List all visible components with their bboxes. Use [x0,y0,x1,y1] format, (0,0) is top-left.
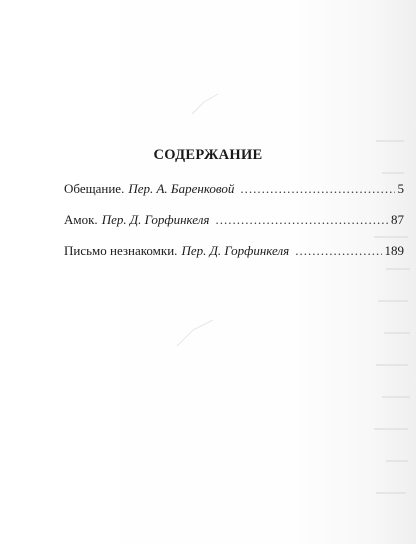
table-of-contents [64,181,404,274]
page-title: СОДЕРЖАНИЕ [153,147,263,163]
toc-entry-translator: Пер. Д. Горфинкеля [181,243,290,258]
toc-entry[interactable] [64,181,404,203]
toc-entry[interactable] [64,243,404,265]
toc-entry-title: Обещание. [64,181,125,196]
toc-entry[interactable] [64,212,404,234]
bleed-through-marks [346,60,416,540]
pencil-mark [190,92,220,116]
toc-entry-page: 87 [391,212,404,227]
toc-entry-translator: Пер. А. Баренковой [128,181,235,196]
dot-leader [240,181,394,197]
dot-leader [295,243,381,259]
toc-entry-title: Письмо незнакомки. [64,243,178,258]
toc-entry-title: Амок. [64,212,98,227]
pencil-mark [175,318,215,348]
toc-entry-translator: Пер. Д. Горфинкеля [101,212,210,227]
toc-entry-page: 189 [384,243,404,258]
toc-entry-page: 5 [397,181,404,196]
dot-leader [215,212,388,228]
